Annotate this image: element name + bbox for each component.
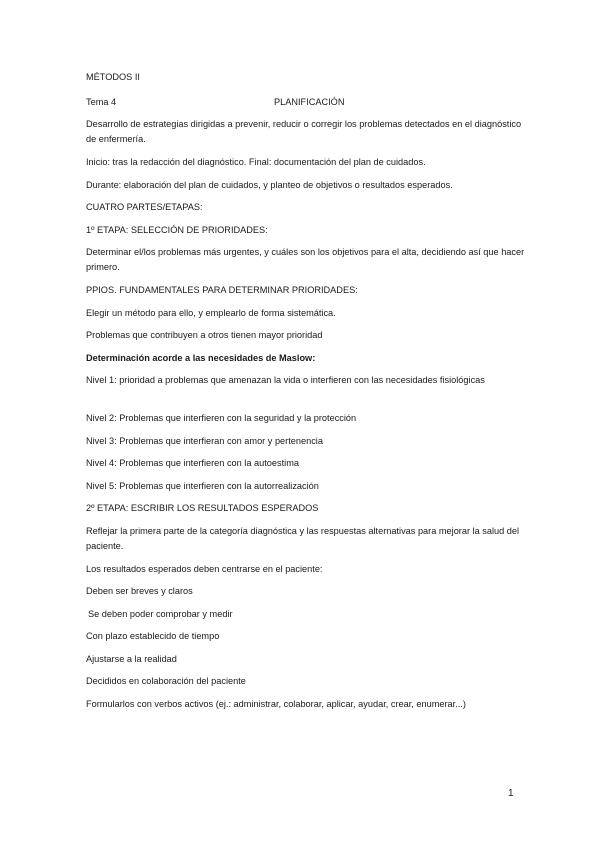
stage-1-heading: 1º ETAPA: SELECCIÓN DE PRIORIDADES: (86, 225, 268, 235)
paragraph-during: Durante: elaboración del plan de cuidados, y planteo de objetivos o resultados esperados. (86, 180, 453, 190)
page-number: 1 (508, 788, 514, 799)
list-item-time: Con plazo establecido de tiempo (86, 631, 220, 641)
list-item-measurable: Se deben poder comprobar y medir (88, 609, 233, 619)
paragraph-stage-1: Determinar el/los problemas más urgentes, y cuáles son los objetivos para el alta, decidiendo así que hacer primero. (86, 247, 525, 272)
topic-number: Tema 4 (86, 97, 117, 107)
paragraph-patient-centered: Los resultados esperados deben centrarse en el paciente: (86, 564, 323, 574)
level-3: Nivel 3: Problemas que interfieran con amor y pertenencia (86, 436, 323, 446)
list-item-collaboration: Decididos en colaboración del paciente (86, 676, 246, 686)
level-5: Nivel 5: Problemas que interfieren con la autorrealización (86, 481, 319, 491)
principles-heading: PPIOS. FUNDAMENTALES PARA DETERMINAR PRIORIDADES: (86, 285, 358, 295)
section-heading-parts: CUATRO PARTES/ETAPAS: (86, 202, 203, 212)
topic-line (86, 95, 526, 110)
level-4: Nivel 4: Problemas que interfieren con la autoestima (86, 458, 299, 468)
paragraph-contribute: Problemas que contribuyen a otros tienen mayor prioridad (86, 330, 323, 340)
paragraph-start-end: Inicio: tras la redacción del diagnóstico. Final: documentación del plan de cuidados. (86, 157, 426, 167)
stage-2-heading: 2º ETAPA: ESCRIBIR LOS RESULTADOS ESPERADOS (86, 503, 319, 513)
list-item-reality: Ajustarse a la realidad (86, 654, 177, 664)
list-item-verbs: Formularlos con verbos activos (ej.: administrar, colaborar, aplicar, ayudar, crear, enumerar...) (86, 699, 466, 709)
paragraph-method: Elegir un método para ello, y emplearlo de forma sistemática. (86, 308, 336, 318)
paragraph-stage-2: Reflejar la primera parte de la categoría diagnóstica y las respuestas alternativas para mejorar la salud del paciente. (86, 526, 520, 551)
paragraph-definition: Desarrollo de estrategias dirigidas a prevenir, reducir o corregir los problemas detectados en el diagnóstico de enfermería. (86, 119, 522, 144)
maslow-heading: Determinación acorde a las necesidades de Maslow: (86, 353, 316, 363)
page-title: PLANIFICACIÓN (274, 97, 345, 107)
course-name: MÉTODOS II (86, 72, 140, 82)
level-1: Nivel 1: prioridad a problemas que amenazan la vida o interfieren con las necesidades fisiológicas (86, 375, 485, 385)
level-2: Nivel 2: Problemas que interfieren con la seguridad y la protección (86, 413, 357, 423)
list-item-brief: Deben ser breves y claros (86, 586, 193, 596)
